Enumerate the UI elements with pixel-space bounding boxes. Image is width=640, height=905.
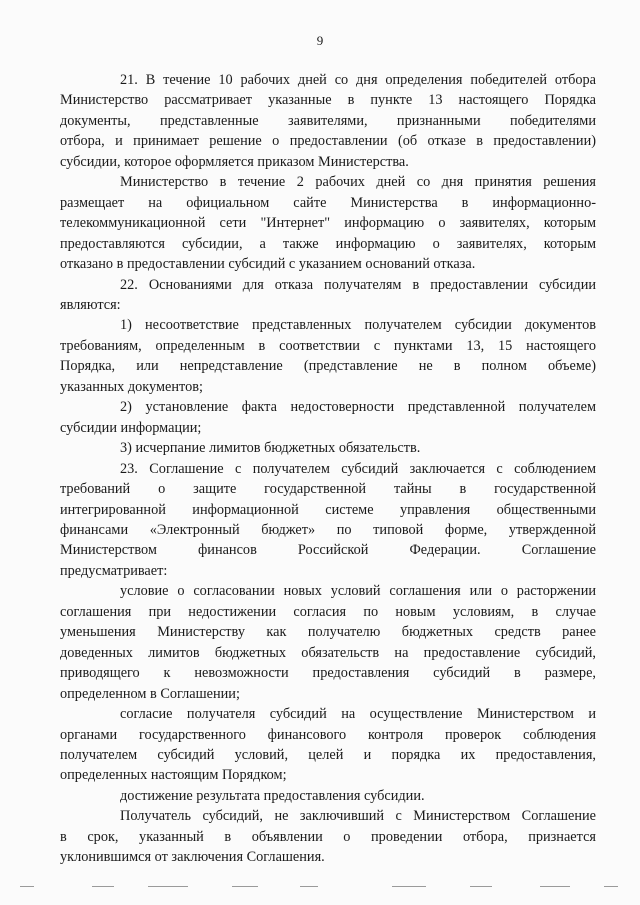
text-line: указанных документов; [60, 378, 203, 395]
text-line: Министерство в течение 2 рабочих дней со дня принятия решения [120, 174, 596, 191]
text-line: достижение результата предоставления субсидии. [120, 787, 425, 804]
agreement-condition [60, 581, 596, 704]
scan-artifacts [0, 884, 640, 890]
text-line: предоставляются субсидии, а также информацию о заявителях, которым [60, 235, 596, 252]
page-number: 9 [316, 33, 324, 48]
text-line: размещает на официальном сайте Министерства в информационно- [60, 194, 596, 211]
text-line: Министерством финансов Российской Федерации. Соглашение [60, 542, 596, 559]
text-line: 1) несоответствие представленных получателем субсидии документов [120, 317, 596, 334]
text-line: субсидии, которое оформляется приказом Министерства. [60, 153, 409, 170]
text-line: 3) исчерпание лимитов бюджетных обязательств. [120, 440, 421, 457]
document-body [60, 70, 596, 868]
text-line: предусматривает: [60, 562, 168, 579]
text-line: финансами «Электронный бюджет» по типовой форме, утвержденной [60, 521, 596, 538]
text-line: 22. Основаниями для отказа получателям в предоставлении субсидии [120, 276, 596, 293]
paragraph-22 [60, 275, 596, 316]
text-line: органами государственного финансового контроля проверок соблюдения [60, 726, 596, 743]
paragraph-21 [60, 70, 596, 172]
text-line: 2) установление факта недостоверности представленной получателем [120, 399, 596, 416]
text-line: требований о защите государственной тайны в государственной [60, 481, 596, 498]
text-line: отказано в предоставлении субсидий с указанием оснований отказа. [60, 256, 476, 273]
text-line: субсидии информации; [60, 419, 202, 436]
text-line: требованиям, определенным в соответствии с пунктами 13, 15 настоящего [60, 337, 596, 354]
text-line: приводящего к невозможности предоставления субсидий в размере, [60, 665, 596, 682]
text-line: уклонившимся от заключения Соглашения. [60, 849, 325, 866]
text-line: Получатель субсидий, не заключивший с Министерством Соглашение [120, 808, 596, 825]
text-line: Порядка, или непредставление (представление не в полном объеме) [60, 358, 596, 375]
text-line: получателем субсидий условий, целей и порядка их предоставления, [60, 746, 596, 763]
text-line: являются: [60, 296, 121, 313]
text-line: определенном в Соглашении; [60, 685, 240, 702]
text-line: документы, представленные заявителями, признанными победителями [60, 112, 596, 129]
text-line: доведенных лимитов бюджетных обязательств на предоставление субсидий, [60, 644, 596, 661]
text-line: Министерство рассматривает указанные в пункте 13 настоящего Порядка [60, 92, 596, 109]
paragraph-publication [60, 172, 596, 274]
agreement-consent [60, 704, 596, 786]
text-line: соглашения при недостижении согласия по новым условиям, в случае [60, 603, 596, 620]
text-line: 23. Соглашение с получателем субсидий заключается с соблюдением [120, 460, 596, 477]
agreement-evasion [60, 806, 596, 867]
text-line: 21. В течение 10 рабочих дней со дня определения победителей отбора [120, 72, 596, 88]
refusal-reason-1 [60, 315, 596, 397]
text-line: отбора, и принимает решение о предоставлении (об отказе в предоставлении) [60, 133, 596, 150]
paragraph-23 [60, 459, 596, 582]
text-line: определенных настоящим Порядком; [60, 767, 287, 784]
agreement-result [60, 786, 596, 806]
text-line: телекоммуникационной сети "Интернет" информацию о заявителях, которым [60, 215, 596, 232]
text-line: интегрированной информационной системе управления общественными [60, 501, 596, 518]
refusal-reason-2 [60, 397, 596, 438]
text-line: согласие получателя субсидий на осуществление Министерством и [120, 706, 596, 723]
text-line: в срок, указанный в объявлении о проведении отбора, признается [60, 828, 596, 845]
text-line: условие о согласовании новых условий соглашения или о расторжении [120, 583, 596, 600]
refusal-reason-3 [60, 438, 596, 458]
text-line: уменьшения Министерству как получателю бюджетных средств ранее [60, 624, 596, 641]
